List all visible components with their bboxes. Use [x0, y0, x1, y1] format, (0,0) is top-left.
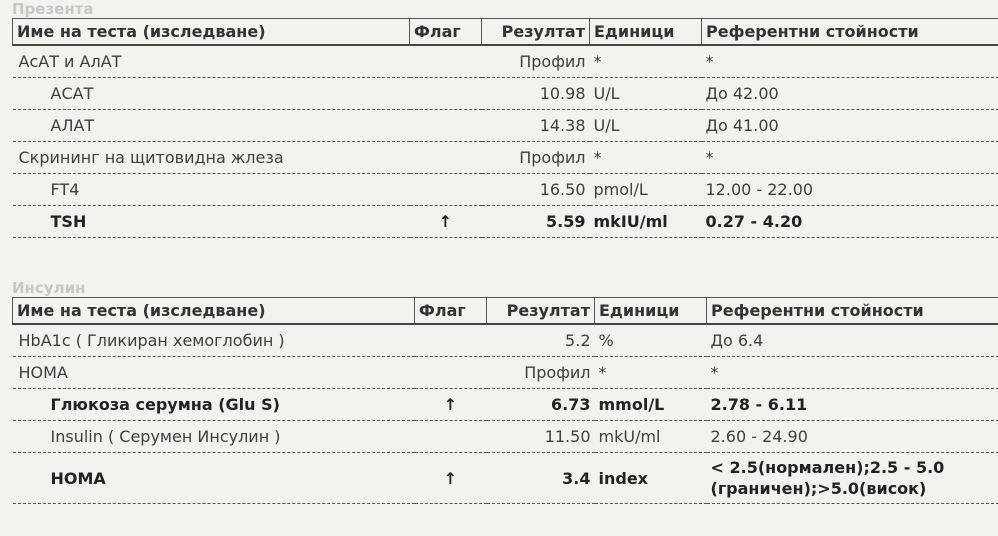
flag: [415, 357, 487, 389]
flag-up-arrow-icon: ↑: [410, 206, 482, 238]
reference: *: [707, 357, 998, 389]
test-name: АСАТ: [13, 78, 410, 110]
result: Профил: [482, 45, 590, 78]
flag: [410, 78, 482, 110]
table-row: [13, 174, 998, 206]
table-row: [13, 78, 998, 110]
flag: [415, 421, 487, 453]
table-row: [13, 206, 998, 238]
table-row: [13, 453, 998, 504]
units: %: [595, 324, 707, 357]
test-name: Глюкоза серумна (Glu S): [13, 389, 415, 421]
result: 16.50: [482, 174, 590, 206]
section-insulin: [12, 279, 998, 504]
table-row: [13, 324, 998, 357]
reference: До 42.00: [702, 78, 998, 110]
reference: < 2.5(нормален);2.5 - 5.0 (граничен);>5.0(висок): [707, 453, 998, 504]
test-name: TSH: [13, 206, 410, 238]
result: 10.98: [482, 78, 590, 110]
units: pmol/L: [590, 174, 702, 206]
header-units: Единици: [590, 19, 702, 46]
units: *: [590, 45, 702, 78]
section-prezenta: [12, 0, 998, 238]
units: mkIU/ml: [590, 206, 702, 238]
table-row: [13, 389, 998, 421]
header-units: Единици: [595, 298, 707, 325]
result: 3.4: [487, 453, 595, 504]
units: index: [595, 453, 707, 504]
test-name: АсАТ и АлАТ: [13, 45, 410, 78]
result: 14.38: [482, 110, 590, 142]
result: 6.73: [487, 389, 595, 421]
table-row: [13, 142, 998, 174]
result: Профил: [487, 357, 595, 389]
header-flag: Флаг: [410, 19, 482, 46]
table-row: [13, 421, 998, 453]
flag-up-arrow-icon: ↑: [415, 453, 487, 504]
flag: [410, 110, 482, 142]
result: Профил: [482, 142, 590, 174]
reference: 0.27 - 4.20: [702, 206, 998, 238]
section-title: Инсулин: [12, 279, 86, 297]
reference: 2.60 - 24.90: [707, 421, 998, 453]
test-name: FT4: [13, 174, 410, 206]
table-header-row: [13, 298, 998, 325]
result: 11.50: [487, 421, 595, 453]
flag: [410, 45, 482, 78]
table-row: [13, 110, 998, 142]
units: U/L: [590, 78, 702, 110]
flag: [415, 324, 487, 357]
flag-up-arrow-icon: ↑: [415, 389, 487, 421]
units: *: [595, 357, 707, 389]
result: 5.59: [482, 206, 590, 238]
header-reference: Референтни стойности: [707, 298, 998, 325]
header-name: Име на теста (изследване): [13, 298, 415, 325]
table-row: [13, 45, 998, 78]
reference: 12.00 - 22.00: [702, 174, 998, 206]
header-result: Резултат: [487, 298, 595, 325]
test-name: HOMA: [13, 453, 415, 504]
flag: [410, 174, 482, 206]
header-name: Име на теста (изследване): [13, 19, 410, 46]
reference: До 6.4: [707, 324, 998, 357]
reference: 2.78 - 6.11: [707, 389, 998, 421]
flag: [410, 142, 482, 174]
table-row: [13, 357, 998, 389]
test-name: Insulin ( Серумен Инсулин ): [13, 421, 415, 453]
result: 5.2: [487, 324, 595, 357]
units: mkU/ml: [595, 421, 707, 453]
test-name: АЛАТ: [13, 110, 410, 142]
reference: До 41.00: [702, 110, 998, 142]
reference: *: [702, 142, 998, 174]
results-table: [12, 297, 998, 504]
test-name: HbA1c ( Гликиран хемоглобин ): [13, 324, 415, 357]
test-name: HOMA: [13, 357, 415, 389]
units: U/L: [590, 110, 702, 142]
table-header-row: [13, 19, 998, 46]
units: *: [590, 142, 702, 174]
results-table: [12, 18, 998, 238]
header-result: Резултат: [482, 19, 590, 46]
reference: *: [702, 45, 998, 78]
header-flag: Флаг: [415, 298, 487, 325]
test-name: Скрининг на щитовидна жлеза: [13, 142, 410, 174]
section-title: Презента: [12, 0, 94, 18]
units: mmol/L: [595, 389, 707, 421]
header-reference: Референтни стойности: [702, 19, 998, 46]
